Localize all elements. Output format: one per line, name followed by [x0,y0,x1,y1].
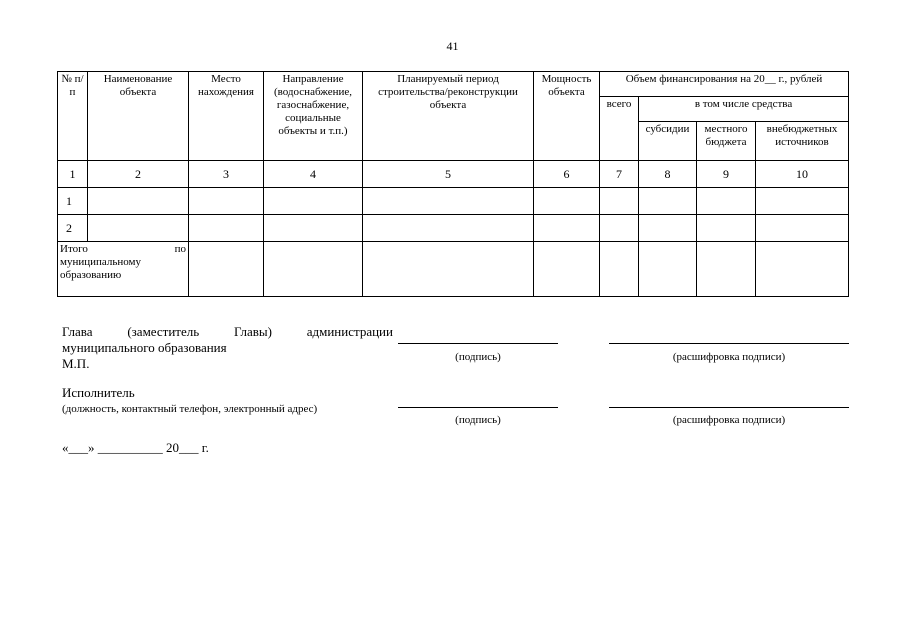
table-cell [639,242,697,297]
column-number-row [58,161,849,188]
table-cell [534,188,600,215]
table-cell [600,188,639,215]
column-number: 10 [756,161,849,188]
total-label-word: Итого [60,243,88,255]
header-financing: Объем финансирования на 20__ г., рублей [600,72,849,97]
executor-title: Исполнитель [62,385,135,400]
table-cell [697,242,756,297]
total-label-word: по [174,243,186,255]
table-cell [600,242,639,297]
head-word: Главы) [233,324,272,339]
total-label-line: образованию [60,269,122,281]
table-cell [697,215,756,242]
header-local-budget: местного бюджета [697,122,756,161]
table-cell [88,215,189,242]
financing-table [57,71,849,297]
table-cell [639,215,697,242]
executor-decode-line [609,407,849,408]
executor-caption-decode: (расшифровка подписи) [672,414,786,426]
head-caption-decode: (расшифровка подписи) [672,351,786,363]
table-cell [600,215,639,242]
table-cell [189,242,264,297]
header-location: Место нахождения [189,72,264,161]
column-number: 4 [264,161,363,188]
table-cell [88,188,189,215]
total-row [58,242,849,297]
table-cell [756,242,849,297]
head-decode-line [609,343,849,344]
seal-label: М.П. [62,356,90,371]
table-cell [264,242,363,297]
header-direction: Направление (водоснабжение, газоснабжение, социальные объекты и т.п.) [264,72,363,161]
table-cell [264,215,363,242]
executor-signature-line [398,407,558,408]
executor-details: (должность, контактный телефон, электронный адрес) [62,403,318,415]
head-signature-label [62,324,393,372]
table-cell [363,242,534,297]
executor-label [62,385,392,417]
table-row [58,215,849,242]
column-number: 5 [363,161,534,188]
header-subsidies: субсидии [639,122,697,161]
column-number: 8 [639,161,697,188]
header-capacity: Мощность объекта [534,72,600,161]
table-cell [756,215,849,242]
header-period: Планируемый период строительства/реконструкции объекта [363,72,534,161]
table-row [58,188,849,215]
row-number: 1 [58,188,88,215]
head-word: Глава [62,324,93,339]
header-num: № п/п [58,72,88,161]
head-caption-sign: (подпись) [455,351,501,363]
column-number: 7 [600,161,639,188]
date-line: «___» __________ 20___ г. [62,440,209,455]
header-extra-budget: внебюджетных источников [756,122,849,161]
table-cell [534,242,600,297]
table-cell [639,188,697,215]
table-cell [363,215,534,242]
head-word: администрации [306,324,393,339]
row-number: 2 [58,215,88,242]
header-total: всего [600,97,639,161]
column-number: 1 [58,161,88,188]
total-label [58,242,189,297]
head-line2: муниципального образования [62,340,227,355]
head-signature-line [398,343,558,344]
total-label-line: муниципальному [60,256,142,268]
table-cell [264,188,363,215]
header-name: Наименование объекта [88,72,189,161]
column-number: 2 [88,161,189,188]
table-cell [756,188,849,215]
table-cell [534,215,600,242]
table-cell [189,215,264,242]
table-cell [697,188,756,215]
head-word: (заместитель [127,324,200,339]
column-number: 3 [189,161,264,188]
column-number: 6 [534,161,600,188]
table-cell [189,188,264,215]
executor-caption-sign: (подпись) [455,414,501,426]
page-number: 41 [446,39,459,53]
header-including: в том числе средства [639,97,849,122]
column-number: 9 [697,161,756,188]
table-cell [363,188,534,215]
